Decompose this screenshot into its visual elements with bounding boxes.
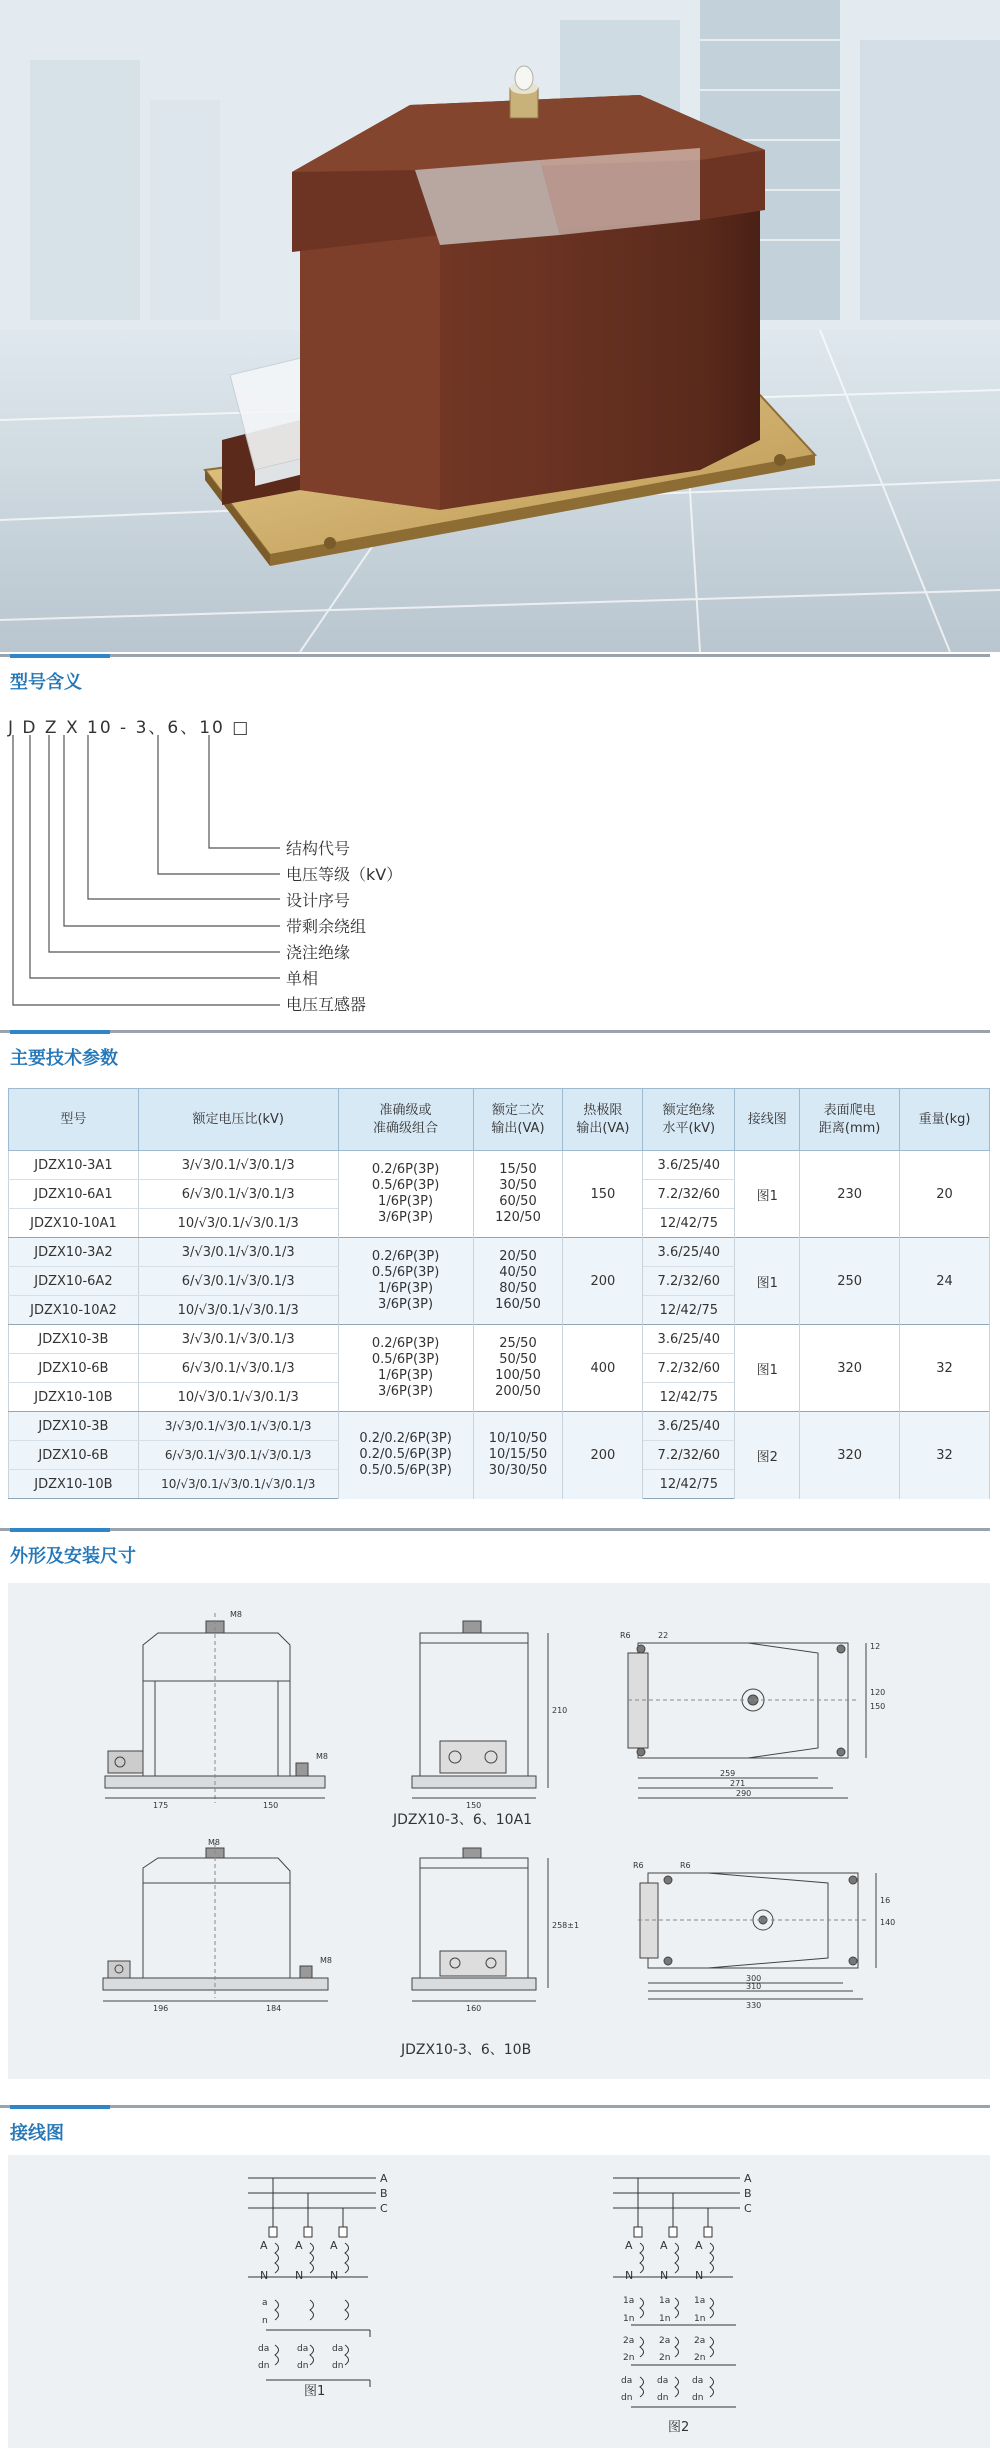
terminal-label: dn bbox=[657, 2393, 669, 2403]
cell-output bbox=[473, 1151, 563, 1238]
dim-label: 140 bbox=[880, 1918, 896, 1927]
cell-insulation: 3.6/25/40 bbox=[643, 1412, 735, 1441]
cell-accuracy-line: 0.2/0.2/6P(3P) bbox=[359, 1431, 452, 1447]
cell-ratio: 10/√3/0.1/√3/0.1/√3/0.1/3 bbox=[138, 1470, 338, 1499]
cell-output-line: 40/50 bbox=[499, 1265, 537, 1280]
terminal-label: da bbox=[332, 2344, 344, 2354]
cell-accuracy bbox=[338, 1151, 473, 1238]
transformer-illustration bbox=[0, 0, 1000, 652]
cell-insulation: 12/42/75 bbox=[643, 1296, 735, 1325]
cell-output-line: 100/50 bbox=[495, 1368, 541, 1383]
dim-label: R6 bbox=[620, 1631, 631, 1640]
dim-label: 120 bbox=[870, 1688, 886, 1697]
cell-accuracy-line: 1/6P(3P) bbox=[378, 1368, 434, 1383]
cell-ratio: 10/√3/0.1/√3/0.1/3 bbox=[138, 1383, 338, 1412]
th-accuracy: 准确级或 准确级组合 bbox=[338, 1089, 473, 1151]
b-front-view bbox=[103, 1843, 328, 2001]
cell-insulation: 12/42/75 bbox=[643, 1383, 735, 1412]
th-creepage: 表面爬电 距离(mm) bbox=[800, 1089, 900, 1151]
terminal-label: 1a bbox=[623, 2296, 635, 2306]
cell-model: JDZX10-10A1 bbox=[9, 1209, 139, 1238]
th-output: 额定二次 输出(VA) bbox=[473, 1089, 563, 1151]
cell-creepage: 320 bbox=[800, 1412, 900, 1499]
wiring-diagrams bbox=[8, 2155, 990, 2448]
dim-label: 184 bbox=[266, 2004, 282, 2013]
cell-insulation: 7.2/32/60 bbox=[643, 1180, 735, 1209]
cell-weight: 24 bbox=[900, 1238, 990, 1325]
terminal-label: 1n bbox=[659, 2314, 671, 2324]
drawing-caption-b: JDZX10-3、6、10B bbox=[401, 2042, 532, 2058]
terminal-label: A bbox=[660, 2239, 668, 2252]
cell-output-line: 50/50 bbox=[499, 1352, 537, 1367]
terminal-label: A bbox=[295, 2239, 303, 2252]
terminal-label: n bbox=[262, 2316, 268, 2326]
cell-output bbox=[473, 1412, 563, 1499]
terminal-label: 1n bbox=[623, 2314, 635, 2324]
cell-model: JDZX10-10B bbox=[9, 1470, 139, 1499]
model-part-residual: 带剩余绕组 bbox=[286, 917, 367, 936]
dim-label: 150 bbox=[870, 1702, 886, 1711]
dim-label: 12 bbox=[870, 1642, 881, 1651]
dim-label: 210 bbox=[552, 1706, 568, 1715]
cell-accuracy-line: 1/6P(3P) bbox=[378, 1194, 434, 1209]
terminal-label: N bbox=[695, 2269, 704, 2282]
terminal-label: 2a bbox=[659, 2336, 671, 2346]
cell-ratio: 6/√3/0.1/√3/0.1/3 bbox=[138, 1180, 338, 1209]
terminal-label: N bbox=[295, 2269, 304, 2282]
th-weight: 重量(kg) bbox=[900, 1089, 990, 1151]
cell-output-line: 15/50 bbox=[499, 1162, 537, 1177]
wiring-fig2 bbox=[613, 2172, 752, 2435]
th-thermal: 热极限 输出(VA) bbox=[563, 1089, 643, 1151]
cell-creepage: 230 bbox=[800, 1151, 900, 1238]
cell-output-line: 120/50 bbox=[495, 1210, 541, 1225]
cell-insulation: 7.2/32/60 bbox=[643, 1267, 735, 1296]
cell-ratio: 10/√3/0.1/√3/0.1/3 bbox=[138, 1296, 338, 1325]
phase-label: A bbox=[380, 2172, 388, 2185]
cell-insulation: 3.6/25/40 bbox=[643, 1151, 735, 1180]
section-rule-accent bbox=[10, 2105, 110, 2109]
cell-accuracy-line: 3/6P(3P) bbox=[378, 1384, 434, 1399]
cell-insulation: 7.2/32/60 bbox=[643, 1354, 735, 1383]
table-header-row bbox=[9, 1089, 990, 1151]
cell-output-line: 160/50 bbox=[495, 1297, 541, 1312]
cell-output-line: 30/50 bbox=[499, 1178, 537, 1193]
section-rule-accent bbox=[10, 1528, 110, 1532]
cell-output-line: 200/50 bbox=[495, 1384, 541, 1399]
phase-label: C bbox=[744, 2202, 752, 2215]
terminal-label: da bbox=[692, 2376, 704, 2386]
terminal-label: da bbox=[657, 2376, 669, 2386]
cell-output-line: 25/50 bbox=[499, 1336, 537, 1351]
cell-model: JDZX10-3A1 bbox=[9, 1151, 139, 1180]
cell-accuracy bbox=[338, 1238, 473, 1325]
cell-accuracy-line: 0.5/0.5/6P(3P) bbox=[359, 1463, 452, 1479]
model-part-structure: 结构代号 bbox=[286, 839, 351, 858]
cell-ratio: 10/√3/0.1/√3/0.1/3 bbox=[138, 1209, 338, 1238]
section-title: 接线图 bbox=[10, 2123, 64, 2144]
model-part-voltage: 电压等级（kV） bbox=[286, 865, 403, 884]
table-row bbox=[9, 1151, 990, 1180]
cell-weight: 20 bbox=[900, 1151, 990, 1238]
a1-top-view bbox=[628, 1643, 866, 1798]
dim-label: 22 bbox=[658, 1631, 669, 1640]
cell-accuracy-line: 0.2/0.5/6P(3P) bbox=[359, 1447, 452, 1463]
terminal-label: N bbox=[260, 2269, 269, 2282]
section-rule-accent bbox=[10, 1030, 110, 1034]
cell-ratio: 3/√3/0.1/√3/0.1/√3/0.1/3 bbox=[138, 1412, 338, 1441]
cell-creepage: 250 bbox=[800, 1238, 900, 1325]
section-model-meaning bbox=[0, 654, 1000, 694]
cell-output-line: 30/30/50 bbox=[488, 1463, 548, 1479]
dim-label: 300 bbox=[746, 1974, 762, 1983]
cell-model: JDZX10-6B bbox=[9, 1441, 139, 1470]
spec-table bbox=[8, 1088, 990, 1499]
cell-model: JDZX10-10A2 bbox=[9, 1296, 139, 1325]
terminal-label: dn bbox=[332, 2361, 344, 2371]
cell-ratio: 6/√3/0.1/√3/0.1/3 bbox=[138, 1354, 338, 1383]
cell-thermal: 150 bbox=[563, 1151, 643, 1238]
hero-product-image bbox=[0, 0, 1000, 652]
dim-label: 150 bbox=[466, 1801, 482, 1810]
cell-accuracy-line: 3/6P(3P) bbox=[378, 1297, 434, 1312]
cell-output-line: 80/50 bbox=[499, 1281, 537, 1296]
cell-diagram: 图1 bbox=[735, 1325, 800, 1412]
cell-thermal: 400 bbox=[563, 1325, 643, 1412]
cell-accuracy bbox=[338, 1325, 473, 1412]
cell-diagram: 图1 bbox=[735, 1151, 800, 1238]
a1-side-view bbox=[412, 1621, 548, 1798]
cell-ratio: 3/√3/0.1/√3/0.1/3 bbox=[138, 1238, 338, 1267]
cell-creepage: 320 bbox=[800, 1325, 900, 1412]
cell-thermal: 200 bbox=[563, 1238, 643, 1325]
cell-model: JDZX10-3A2 bbox=[9, 1238, 139, 1267]
cell-model: JDZX10-6B bbox=[9, 1354, 139, 1383]
th-diagram: 接线图 bbox=[735, 1089, 800, 1151]
section-wiring bbox=[0, 2105, 1000, 2145]
dim-label: 175 bbox=[153, 1801, 169, 1810]
cell-model: JDZX10-3B bbox=[9, 1412, 139, 1441]
phase-label: A bbox=[744, 2172, 752, 2185]
terminal-label: 2a bbox=[694, 2336, 706, 2346]
section-rule bbox=[0, 1030, 990, 1033]
th-insulation: 额定绝缘 水平(kV) bbox=[643, 1089, 735, 1151]
model-part-design: 设计序号 bbox=[286, 891, 351, 910]
cell-diagram: 图2 bbox=[735, 1412, 800, 1499]
cell-accuracy bbox=[338, 1412, 473, 1499]
dim-label: M8 bbox=[230, 1610, 242, 1619]
terminal-label: 1a bbox=[659, 2296, 671, 2306]
terminal-label: da bbox=[621, 2376, 633, 2386]
dimension-drawings-svg bbox=[8, 1583, 990, 2079]
cell-ratio: 3/√3/0.1/√3/0.1/3 bbox=[138, 1151, 338, 1180]
cell-model: JDZX10-3B bbox=[9, 1325, 139, 1354]
cell-ratio: 3/√3/0.1/√3/0.1/3 bbox=[138, 1325, 338, 1354]
dim-label: 290 bbox=[736, 1789, 752, 1798]
section-title: 型号含义 bbox=[10, 672, 82, 693]
section-title: 外形及安装尺寸 bbox=[10, 1546, 136, 1567]
section-dimensions bbox=[0, 1528, 1000, 1568]
cell-output-line: 10/10/50 bbox=[488, 1431, 548, 1447]
dim-label: 259 bbox=[720, 1769, 736, 1778]
phase-label: B bbox=[380, 2187, 388, 2200]
dim-label: 150 bbox=[263, 1801, 279, 1810]
cell-output-line: 60/50 bbox=[499, 1194, 537, 1209]
terminal-label: 2n bbox=[659, 2353, 671, 2363]
cell-accuracy-line: 0.5/6P(3P) bbox=[371, 1265, 440, 1280]
table-row bbox=[9, 1325, 990, 1354]
terminal-label: dn bbox=[621, 2393, 633, 2403]
dim-label: 16 bbox=[880, 1896, 891, 1905]
terminal-label: A bbox=[330, 2239, 338, 2252]
terminal-label: a bbox=[262, 2298, 268, 2308]
cell-output-line: 10/15/50 bbox=[488, 1447, 548, 1463]
terminal-label: dn bbox=[297, 2361, 309, 2371]
terminal-label: N bbox=[625, 2269, 634, 2282]
dimension-drawings bbox=[8, 1583, 990, 2079]
drawing-caption-a1: JDZX10-3、6、10A1 bbox=[393, 1812, 533, 1828]
figure-caption: 图2 bbox=[668, 2420, 690, 2435]
cell-model: JDZX10-6A1 bbox=[9, 1180, 139, 1209]
a1-front-view bbox=[105, 1613, 325, 1803]
cell-accuracy-line: 0.5/6P(3P) bbox=[371, 1178, 440, 1193]
cell-model: JDZX10-10B bbox=[9, 1383, 139, 1412]
th-ratio: 额定电压比(kV) bbox=[138, 1089, 338, 1151]
section-rule bbox=[0, 2105, 990, 2108]
model-part-vt: 电压互感器 bbox=[286, 995, 367, 1014]
section-tech-params bbox=[0, 1030, 1000, 1070]
phase-label: B bbox=[744, 2187, 752, 2200]
cell-output bbox=[473, 1238, 563, 1325]
section-rule bbox=[0, 654, 990, 657]
terminal-label: A bbox=[695, 2239, 703, 2252]
cell-accuracy-line: 0.2/6P(3P) bbox=[371, 1336, 440, 1351]
cell-accuracy-line: 0.2/6P(3P) bbox=[371, 1162, 440, 1177]
dim-label: 258±1 bbox=[552, 1921, 580, 1930]
wiring-svg bbox=[8, 2155, 990, 2448]
terminal-label: 1a bbox=[694, 2296, 706, 2306]
terminal-label: 1n bbox=[694, 2314, 706, 2324]
dim-label: 160 bbox=[466, 2004, 482, 2013]
cell-weight: 32 bbox=[900, 1412, 990, 1499]
model-code: J D Z X 10 - 3、6、10 □ bbox=[8, 718, 251, 738]
cell-thermal: 200 bbox=[563, 1412, 643, 1499]
terminal-label: 2a bbox=[623, 2336, 635, 2346]
model-part-cast: 浇注绝缘 bbox=[286, 943, 351, 962]
terminal-label: A bbox=[625, 2239, 633, 2252]
section-rule-accent bbox=[10, 654, 110, 658]
cell-output-line: 20/50 bbox=[499, 1249, 537, 1264]
table-row bbox=[9, 1412, 990, 1441]
cell-accuracy-line: 3/6P(3P) bbox=[378, 1210, 434, 1225]
terminal-label: A bbox=[260, 2239, 268, 2252]
section-title: 主要技术参数 bbox=[10, 1048, 118, 1069]
cell-accuracy-line: 0.5/6P(3P) bbox=[371, 1352, 440, 1367]
cell-weight: 32 bbox=[900, 1325, 990, 1412]
model-leader-lines bbox=[0, 735, 300, 1025]
model-part-single: 单相 bbox=[286, 969, 319, 988]
phase-label: C bbox=[380, 2202, 388, 2215]
dim-label: R6 bbox=[680, 1861, 691, 1870]
cell-model: JDZX10-6A2 bbox=[9, 1267, 139, 1296]
terminal-label: 2n bbox=[623, 2353, 635, 2363]
dim-label: R6 bbox=[633, 1861, 644, 1870]
cell-accuracy-line: 1/6P(3P) bbox=[378, 1281, 434, 1296]
terminal-label: dn bbox=[258, 2361, 270, 2371]
dim-label: 310 bbox=[746, 1982, 762, 1991]
wiring-fig1 bbox=[248, 2172, 388, 2399]
terminal-label: N bbox=[330, 2269, 339, 2282]
cell-insulation: 3.6/25/40 bbox=[643, 1325, 735, 1354]
cell-insulation: 12/42/75 bbox=[643, 1470, 735, 1499]
figure-caption: 图1 bbox=[304, 2384, 326, 2399]
dim-label: M8 bbox=[320, 1956, 332, 1965]
terminal-label: da bbox=[297, 2344, 309, 2354]
b-side-view bbox=[412, 1848, 548, 2001]
cell-insulation: 3.6/25/40 bbox=[643, 1238, 735, 1267]
terminal-label: 2n bbox=[694, 2353, 706, 2363]
cell-accuracy-line: 0.2/6P(3P) bbox=[371, 1249, 440, 1264]
cell-insulation: 7.2/32/60 bbox=[643, 1441, 735, 1470]
table-row bbox=[9, 1238, 990, 1267]
dim-label: 196 bbox=[153, 2004, 169, 2013]
cell-output bbox=[473, 1325, 563, 1412]
dim-label: M8 bbox=[316, 1752, 328, 1761]
cell-ratio: 6/√3/0.1/√3/0.1/√3/0.1/3 bbox=[138, 1441, 338, 1470]
section-rule bbox=[0, 1528, 990, 1531]
cell-diagram: 图1 bbox=[735, 1238, 800, 1325]
dim-label: 330 bbox=[746, 2001, 762, 2010]
dim-label: 271 bbox=[730, 1779, 746, 1788]
cell-ratio: 6/√3/0.1/√3/0.1/3 bbox=[138, 1267, 338, 1296]
terminal-label: da bbox=[258, 2344, 270, 2354]
dim-label: M8 bbox=[208, 1838, 220, 1847]
cell-insulation: 12/42/75 bbox=[643, 1209, 735, 1238]
terminal-label: dn bbox=[692, 2393, 704, 2403]
terminal-label: N bbox=[660, 2269, 669, 2282]
th-model: 型号 bbox=[9, 1089, 139, 1151]
